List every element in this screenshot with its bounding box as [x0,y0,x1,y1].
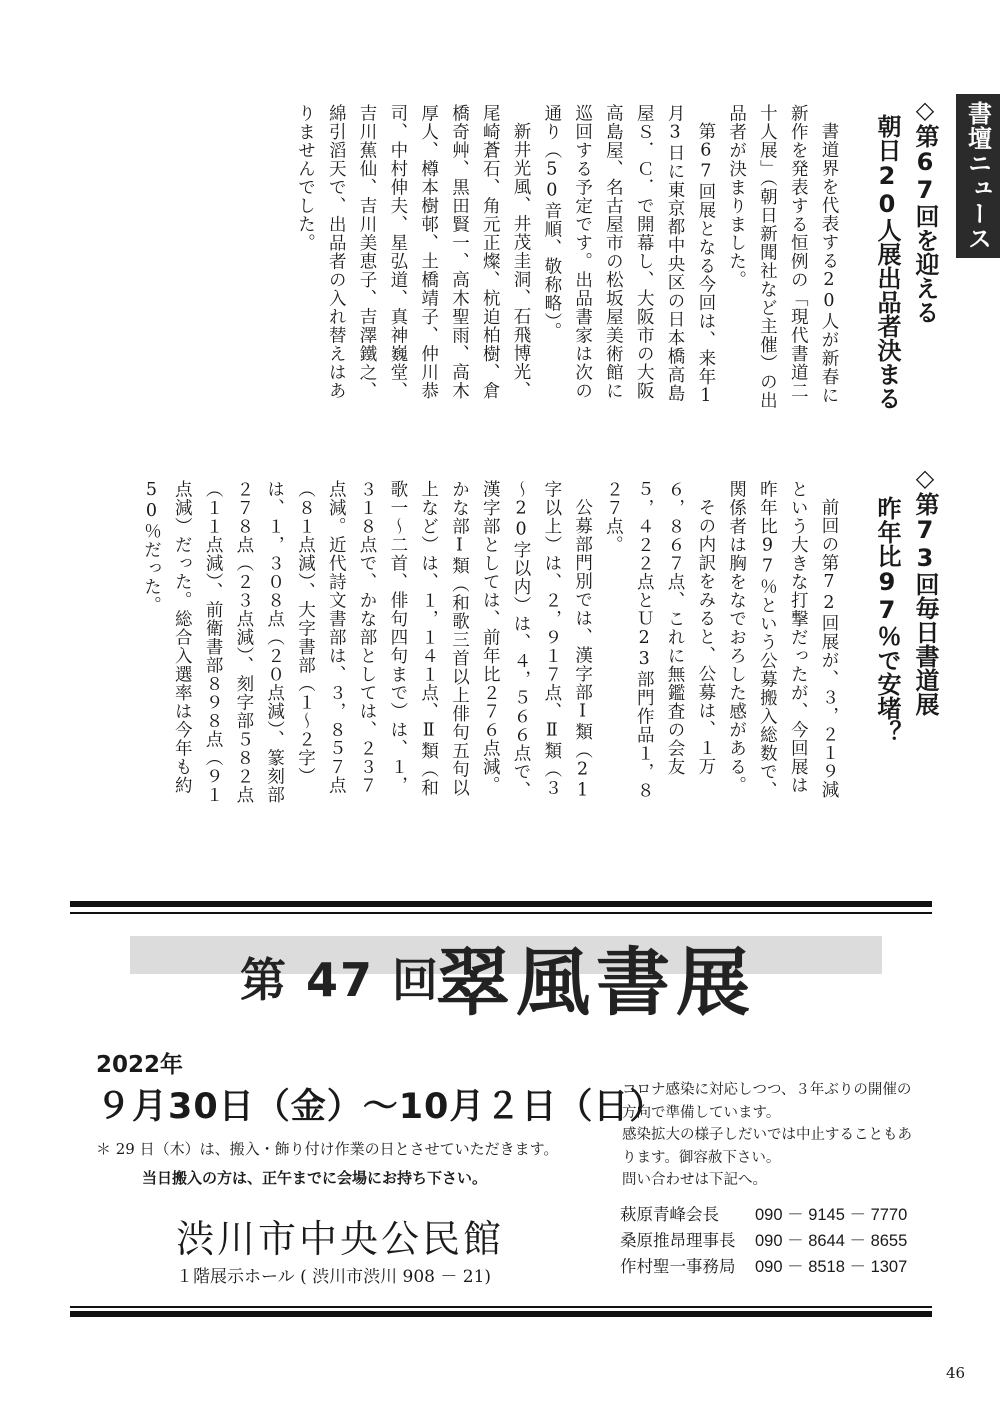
contact-phone: 090 － 9145 － 7770 [755,1206,908,1224]
venue-name: 渋川市中央公民館 [176,1217,505,1261]
setup-note: ＊ 29 日（木）は、搬入・飾り付け作業の日とさせていただきます。 [96,1140,559,1158]
info-line: 方向で準備しています。 [622,1104,781,1121]
info-line: ります。御容赦下さい。 [622,1149,781,1166]
article1-paragraph: 新井光風、井茂圭洞、石飛博光、尾崎蒼石、角元正燦、杭迫柏樹、倉橋奇艸、黒田賢一、高木聖雨、高木厚人、樽本樹邨、土橋靖子、仲川恭司、中村伸夫、星弘道、真神巍堂、吉川蕉仙、吉川美恵子、吉澤鐵之、綿引滔天で、出品者の入れ替えはありませんでした。 [295,104,532,400]
article1-heading-line1: ◇第67回を迎える [911,96,939,324]
article1-paragraph: 第67回展となる今回は、来年1月3日に東京都中央区の日本橋高島屋Ｓ．Ｃ．で開幕し、大阪市の大阪高島屋、名古屋市の松坂屋美術館に巡回する予定です。出品書家は次の通り（50音順、敬称略）。 [541,104,716,407]
contact-name: 作村聖一事務局 [620,1258,736,1276]
delivery-note: 当日搬入の方は、正午までに会場にお持ち下さい。 [142,1169,488,1187]
event-name: 翠風書展 [436,940,756,1026]
article1-heading-line2: 朝日20人展出品者決まる [873,114,901,410]
contact-name: 萩原青峰会長 [620,1206,719,1224]
contact-phone: 090 － 8518 － 1307 [755,1258,908,1276]
contact-list [620,1201,907,1279]
article1-paragraph: 書道界を代表する20人が新春に新作を発表する恒例の「現代書道二十人展」（朝日新聞社など主催）の出品者が決まりました。 [726,104,839,410]
article2-heading-line2: 昨年比97％で安堵？ [873,496,901,744]
contact-row [620,1253,907,1279]
article2-body [141,480,844,806]
article2-paragraph: 公募部門別では、漢字部Ⅰ類（21字以上）は、２，９１７点、Ⅱ類（３～20字以内）は、４，５６６点で、漢字部としては、前年比２７６点減。かな部Ⅰ類（和歌三首以上俳句五句以上など）は、１，１４１点、Ⅱ類（和歌一～二首、俳句四句まで）は、１，３１８点で、かな部としては、２３７点減。近代詩文書部は、３，８５７点（８１点減）、大字書部（１～２字）は、１，３０８点（２０点減）、篆刻部２７８点（２３点減）、刻字部５８２点（１１点減）、前衛書部８９８点（９１点減）だった。総合入選率は今年も約50％だった。 [141,480,593,805]
article2-paragraph: その内訳をみると、公募は、１万６，８６７点、これに無鑑査の会友５，４２２点とＵ23部門作品１，８２７点。 [603,480,716,800]
bottom-rule-thick [70,1311,932,1317]
page-number: 46 [946,1364,966,1382]
article1-heading [868,96,944,416]
section-tab: 書壇ニュース [956,94,1000,258]
bottom-rule-thin [70,1306,932,1308]
top-rule-thin [70,912,932,914]
top-rule-thick [70,901,932,907]
info-notice [622,1079,940,1192]
article2-paragraph: 前回の第72回展が、３，２１９減という大きな打撃だったが、今回展は昨年比97％という公募搬入総数で、関係者は胸をなでおろした感がある。 [726,480,839,800]
event-number: 第 47 回 [240,953,441,1007]
info-line: 問い合わせは下記へ。 [622,1172,767,1188]
event-year: 2022年 [96,1052,184,1078]
contact-row [620,1201,907,1227]
contact-row [620,1227,907,1253]
venue-hall: １階展示ホール ( 渋川市渋川 908 － 21) [176,1267,492,1287]
info-line: コロナ感染に対応しつつ、３年ぶりの開催の [622,1082,912,1098]
contact-phone: 090 － 8644 － 8655 [755,1232,908,1250]
article2-heading-line1: ◇第73回毎日書道展 [911,464,939,716]
article1-body [144,104,844,412]
contact-name: 桑原推昂理事長 [620,1232,736,1250]
info-line: 感染拡大の様子しだいでは中止することもあ [622,1127,912,1143]
event-dates: ９月30日（金）～10月２日（日） [96,1087,666,1127]
article2-heading [868,464,944,784]
